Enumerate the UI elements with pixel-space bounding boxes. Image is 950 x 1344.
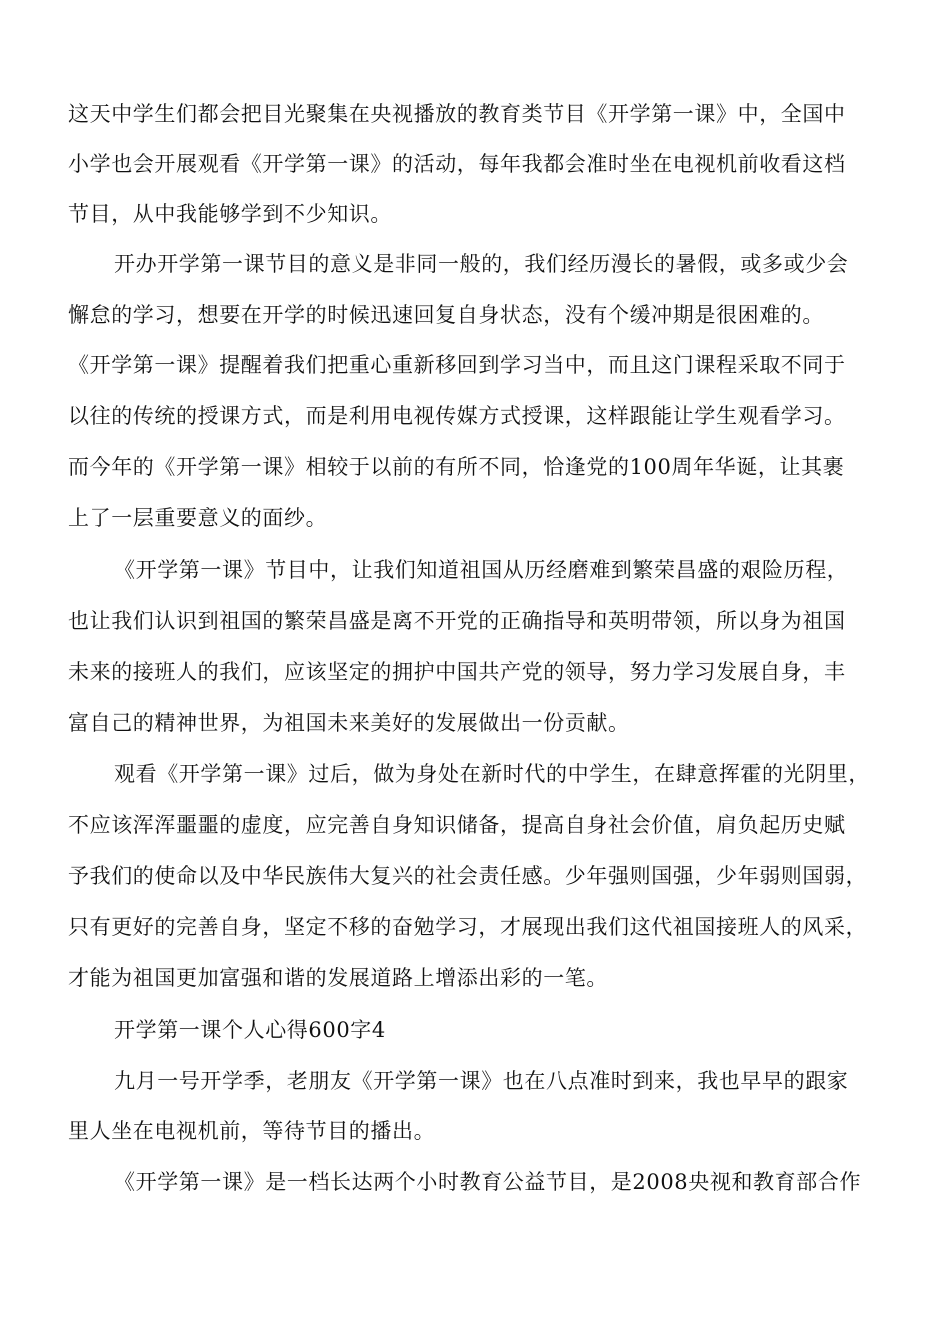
paragraph-3-line-4: 富自己的精神世界，为祖国未来美好的发展做出一份贡献。: [68, 711, 630, 735]
paragraph-2-line-6: 上了一层重要意义的面纱。: [68, 506, 328, 530]
paragraph-4-line-1: 观看《开学第一课》过后，做为身处在新时代的中学生，在肆意挥霍的光阴里，: [114, 762, 870, 786]
paragraph-6-line-2: 里人坐在电视机前，等待节目的播出。: [68, 1119, 436, 1143]
paragraph-2-line-2: 懈怠的学习，想要在开学的时候迅速回复自身状态，没有个缓冲期是很困难的。: [68, 303, 824, 327]
paragraph-1-line-1: 这天中学生们都会把目光聚集在央视播放的教育类节目《开学第一课》中，全国中: [68, 102, 846, 126]
paragraph-1-line-2: 小学也会开展观看《开学第一课》的活动，每年我都会准时坐在电视机前收看这档: [68, 152, 846, 176]
paragraph-3-line-1: 《开学第一课》节目中，让我们知道祖国从历经磨难到繁荣昌盛的艰险历程，: [114, 558, 849, 582]
paragraph-7-line-1: 《开学第一课》是一档长达两个小时教育公益节目，是2008央视和教育部合作: [114, 1170, 862, 1194]
paragraph-2-line-5: 而今年的《开学第一课》相较于以前的有所不同，恰逢党的100周年华诞，让其裹: [68, 455, 845, 479]
paragraph-2-line-3: 《开学第一课》提醒着我们把重心重新移回到学习当中，而且这门课程采取不同于: [68, 353, 846, 377]
paragraph-3-line-2: 也让我们认识到祖国的繁荣昌盛是离不开党的正确指导和英明带领，所以身为祖国: [68, 609, 846, 633]
paragraph-4-line-5: 才能为祖国更加富强和谐的发展道路上增添出彩的一笔。: [68, 966, 608, 990]
paragraph-3-line-3: 未来的接班人的我们，应该坚定的拥护中国共产党的领导，努力学习发展自身，丰: [68, 660, 846, 684]
section-heading: 开学第一课个人心得600字4: [114, 1018, 386, 1042]
paragraph-4-line-4: 只有更好的完善自身，坚定不移的奋勉学习，才展现出我们这代祖国接班人的风采，: [68, 915, 868, 939]
paragraph-6-line-1: 九月一号开学季，老朋友《开学第一课》也在八点准时到来，我也早早的跟家: [114, 1069, 849, 1093]
paragraph-4-line-2: 不应该浑浑噩噩的虚度，应完善自身知识储备，提高自身社会价值，肩负起历史赋: [68, 813, 846, 837]
paragraph-4-line-3: 予我们的使命以及中华民族伟大复兴的社会责任感。少年强则国强，少年弱则国弱，: [68, 864, 868, 888]
paragraph-2-line-1: 开办开学第一课节目的意义是非同一般的，我们经历漫长的暑假，或多或少会: [114, 252, 849, 276]
paragraph-2-line-4: 以往的传统的授课方式，而是利用电视传媒方式授课，这样跟能让学生观看学习。: [68, 404, 846, 428]
paragraph-1-line-3: 节目，从中我能够学到不少知识。: [68, 202, 392, 226]
